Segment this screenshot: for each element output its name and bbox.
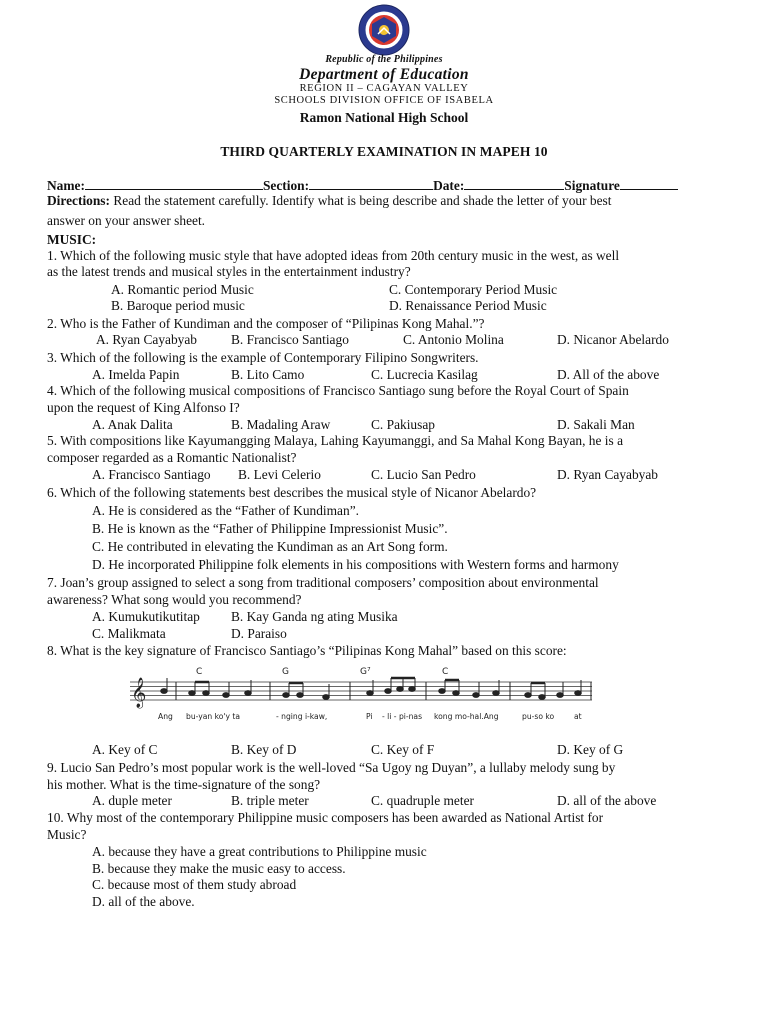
score-chord-1: C [196,667,203,677]
department-line: Department of Education [299,66,469,83]
notes [161,678,582,699]
question-9-choice-a[interactable]: A. duple meter [92,793,172,808]
question-2-choice-b[interactable]: B. Francisco Santiago [231,332,349,347]
question-10-line-2: Music? [47,827,87,842]
directions-line-1 [47,193,611,209]
question-1-line-2: as the latest trends and musical styles in the entertainment industry? [47,264,411,279]
question-10-choice-d[interactable]: D. all of the above. [92,894,195,909]
directions-line-2: answer on your answer sheet. [47,213,206,228]
score-chord-3: G⁷ [360,667,371,677]
score-lyric-2: bu-yan ko'y ta [186,712,241,721]
question-4-choice-c[interactable]: C. Pakiusap [371,417,435,432]
question-7-choice-a[interactable]: A. Kumukutikutitap [92,609,200,624]
question-8-choice-b[interactable]: B. Key of D [231,742,297,757]
question-9-choice-c[interactable]: C. quadruple meter [371,793,474,808]
question-10-choice-b[interactable]: B. because they make the music easy to access. [92,861,346,876]
question-10-choice-c[interactable]: C. because most of them study abroad [92,877,297,892]
question-5-choice-c[interactable]: C. Lucio San Pedro [371,467,476,482]
question-10-line-1: 10. Why most of the contemporary Philippine music composers has been awarded as National Artist for [47,810,604,825]
question-4-choice-d[interactable]: D. Sakali Man [557,417,635,432]
question-4-choice-b[interactable]: B. Madaling Araw [231,417,331,432]
question-8-line-1: 8. What is the key signature of Francisco Santiago’s “Pilipinas Kong Mahal” based on this score: [47,643,567,658]
question-9-choice-d[interactable]: D. all of the above [557,793,657,808]
question-2-choice-c[interactable]: C. Antonio Molina [403,332,504,347]
question-4-line-2: upon the request of King Alfonso I? [47,400,240,415]
question-9-line-2: his mother. What is the time-signature of the song? [47,777,321,792]
question-9-choice-b[interactable]: B. triple meter [231,793,309,808]
question-1-choice-c[interactable]: C. Contemporary Period Music [389,282,558,297]
student-fields [47,177,678,194]
question-1-line-1: 1. Which of the following music style that have adopted ideas from 20th century music in the west, as well [47,248,620,263]
question-7-choice-c[interactable]: C. Malikmata [92,626,166,641]
question-2-choice-a[interactable]: A. Ryan Cayabyab [96,332,197,347]
name-label: Name: [47,178,85,193]
name-blank[interactable] [85,177,263,190]
question-6-choice-d[interactable]: D. He incorporated Philippine folk elements in his compositions with Western forms and harmony [92,557,619,572]
question-1-choice-b[interactable]: B. Baroque period music [111,298,245,313]
region-line: REGION II – CAGAYAN VALLEY [299,83,469,94]
question-8-choice-c[interactable]: C. Key of F [371,742,435,757]
question-5-line-2: composer regarded as a Romantic Nationalist? [47,450,297,465]
question-1-choice-d[interactable]: D. Renaissance Period Music [389,298,547,313]
signature-label: Signature [564,178,620,193]
question-4-choice-a[interactable]: A. Anak Dalita [92,417,173,432]
question-9-line-1: 9. Lucio San Pedro’s most popular work is the well-loved “Sa Ugoy ng Duyan”, a lullaby melody sung by [47,760,616,775]
music-score [130,664,592,726]
score-lyric-6: kong mo-hal.Ang [434,712,499,721]
question-1-choice-a[interactable]: A. Romantic period Music [111,282,254,297]
score-lyric-4: Pi [366,712,373,721]
question-7-line-1: 7. Joan’s group assigned to select a song from traditional composers’ composition about environmental [47,575,599,590]
question-7-choice-b[interactable]: B. Kay Ganda ng ating Musika [231,609,398,624]
score-lyric-8: at [574,712,582,721]
question-3-choice-b[interactable]: B. Lito Camo [231,367,305,382]
question-2-line-1: 2. Who is the Father of Kundiman and the composer of “Pilipinas Kong Mahal.”? [47,316,485,331]
question-10-choice-a[interactable]: A. because they have a great contributions to Philippine music [92,844,427,859]
question-6-choice-b[interactable]: B. He is known as the “Father of Philippine Impressionist Music”. [92,521,448,536]
question-7-choice-d[interactable]: D. Paraiso [231,626,287,641]
score-lyric-1: Ang [158,712,173,721]
division-line: SCHOOLS DIVISION OFFICE OF ISABELA [274,95,494,106]
republic-line: Republic of the Philippines [325,54,443,65]
date-label: Date: [433,178,465,193]
signature-blank[interactable] [620,177,678,190]
section-blank[interactable] [309,177,433,190]
question-3-choice-d[interactable]: D. All of the above [557,367,660,382]
question-3-choice-c[interactable]: C. Lucrecia Kasilag [371,367,478,382]
directions-label: Directions: [47,193,110,208]
question-4-line-1: 4. Which of the following musical compositions of Francisco Santiago sung before the Royal Court of Spain [47,383,629,398]
question-8-choice-d[interactable]: D. Key of G [557,742,624,757]
question-3-choice-a[interactable]: A. Imelda Papin [92,367,180,382]
exam-title: THIRD QUARTERLY EXAMINATION IN MAPEH 10 [220,144,548,159]
question-5-choice-b[interactable]: B. Levi Celerio [238,467,321,482]
question-5-line-1: 5. With compositions like Kayumangging Malaya, Lahing Kayumanggi, and Sa Mahal Kong Bayan, he is a [47,433,624,448]
question-5-choice-a[interactable]: A. Francisco Santiago [92,467,211,482]
score-lyric-5: - li - pi-nas [382,712,423,721]
date-blank[interactable] [464,177,564,190]
treble-clef-icon: 𝄞 [131,678,147,708]
question-7-line-2: awareness? What song would you recommend? [47,592,302,607]
question-6-choice-a[interactable]: A. He is considered as the “Father of Kundiman”. [92,503,359,518]
question-6-line-1: 6. Which of the following statements best describes the musical style of Nicanor Abelardo? [47,485,537,500]
question-6-choice-c[interactable]: C. He contributed in elevating the Kundiman as an Art Song form. [92,539,448,554]
staff-lines [130,682,592,700]
question-3-line-1: 3. Which of the following is the example of Contemporary Filipino Songwriters. [47,350,479,365]
score-lyric-7: pu-so ko [522,712,555,721]
directions-text-1: Read the statement carefully. Identify what is being describe and shade the letter of your best [109,193,612,208]
question-2-choice-d[interactable]: D. Nicanor Abelardo [557,332,669,347]
deped-seal-icon [358,4,410,56]
score-chord-2: G [282,667,289,677]
section-label: Section: [262,178,310,193]
question-8-choice-a[interactable]: A. Key of C [92,742,158,757]
school-name: Ramon National High School [299,110,469,125]
score-lyric-3: - nging i-kaw, [276,712,328,721]
section-music-label: MUSIC: [47,232,97,247]
question-5-choice-d[interactable]: D. Ryan Cayabyab [557,467,658,482]
score-chord-4: C [442,667,449,677]
